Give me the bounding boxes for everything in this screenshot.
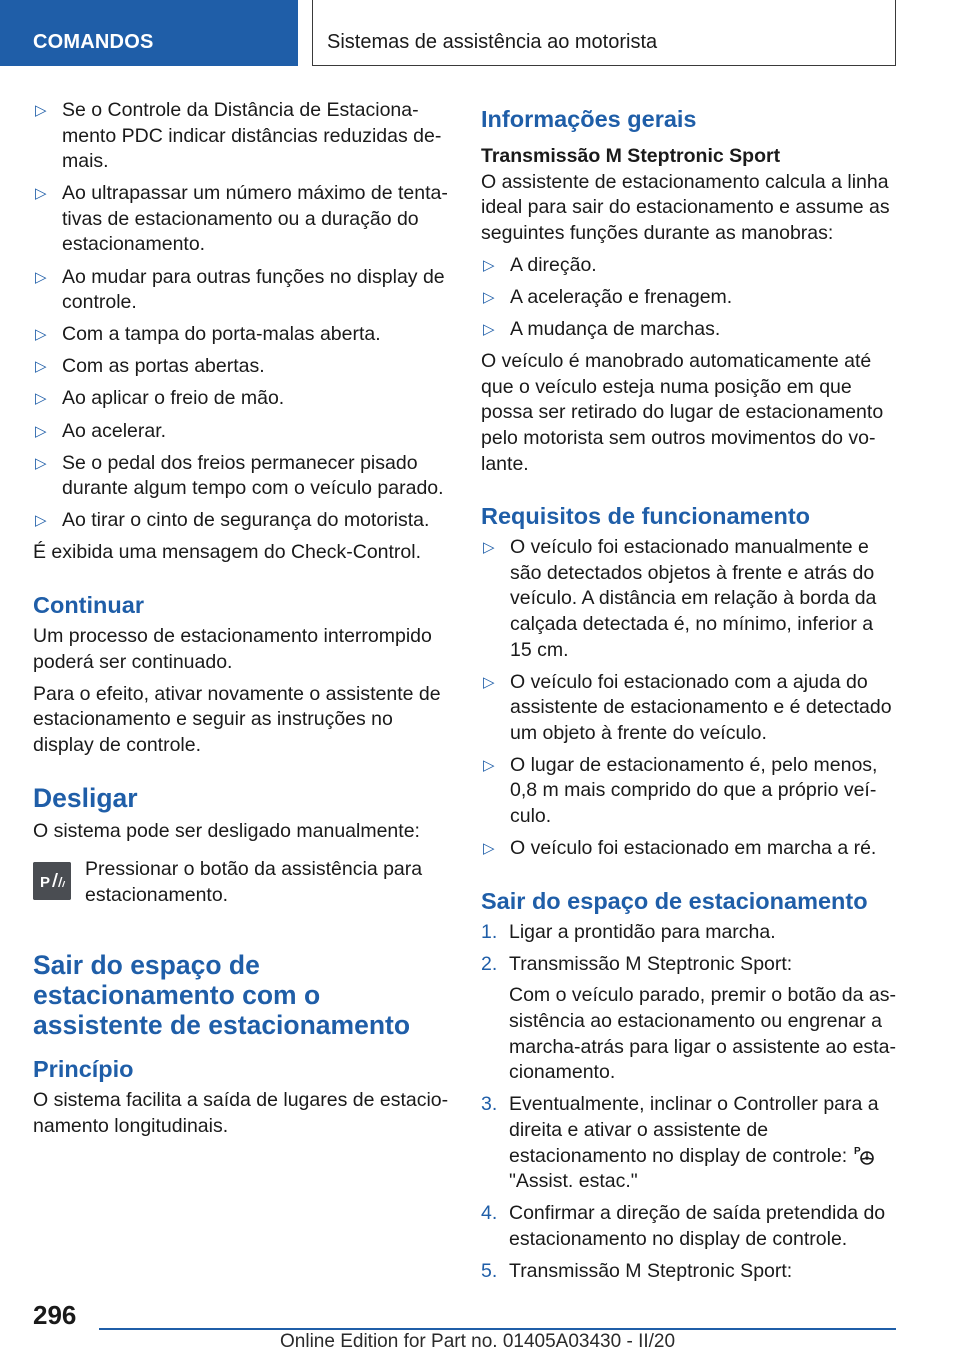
svg-text:P: P xyxy=(854,1145,861,1157)
list-item: ▷ A mudança de marchas. xyxy=(481,317,899,343)
triangle-right-icon: ▷ xyxy=(35,454,47,472)
page-number: 296 xyxy=(33,1300,77,1330)
list-item: ▷ Ao mudar para outras funções no display de controle. xyxy=(35,265,445,314)
list-item: ▷ O veículo foi estacionado com a ajuda do assistente de estacionamento e é detectado um objeto à frente do veículo. xyxy=(483,670,892,744)
step-item: 1. Ligar a prontidão para marcha. xyxy=(481,920,776,943)
paragraph: O veículo é manobrado automaticamente até que o veículo esteja numa posição em que possa ser retirado do lugar de estacionamento pelo motorista sem outros movimentos do volante. xyxy=(481,350,884,475)
list-item: ▷ O veículo foi estacionado em marcha a ré. xyxy=(481,836,899,862)
triangle-right-icon: ▷ xyxy=(35,102,47,119)
paragraph: O sistema pode ser desligado manualmente: xyxy=(33,820,420,843)
list-item: ▷ Ao tirar o cinto de segurança do motorista. xyxy=(33,508,451,534)
triangle-right-icon: ▷ xyxy=(483,840,495,858)
chapter-title: Sistemas de assistência ao motorista xyxy=(312,0,896,66)
triangle-right-icon: ▷ xyxy=(35,422,47,440)
paragraph: Um processo de estacionamento interrompido poderá ser continuado. xyxy=(33,625,432,673)
paragraph: O sistema facilita a saída de lugares de estacionamento longitudinais. xyxy=(33,1089,449,1137)
triangle-right-icon: ▷ xyxy=(483,539,495,557)
list-item: ▷ Se o pedal dos freios permanecer pisado durante algum tempo com o veículo parado. xyxy=(35,451,444,500)
triangle-right-icon: ▷ xyxy=(35,358,47,376)
triangle-right-icon: ▷ xyxy=(483,756,495,774)
button-instruction-text: Pressionar o botão da assistência para estacionamento. xyxy=(85,858,423,906)
step-item: 2. Transmissão M Steptronic Sport: Com o veículo parado, premir o botão da assistência ao estacionamento ou engrenar a marcha-atrás para ligar o assistente ao estacionamento. xyxy=(481,952,896,1084)
step-item: 3. Eventualmente, inclinar o Controller para a direita e ativar o assistente de estacionamento no display de controle: P "Assist. estac." xyxy=(481,1093,879,1193)
section-heading-sair: Sair do espaço de estacionamento xyxy=(481,887,868,914)
triangle-right-icon: ▷ xyxy=(35,268,47,286)
list-item: ▷ A direção. xyxy=(481,253,899,279)
triangle-right-icon: ▷ xyxy=(483,288,495,306)
triangle-right-icon: ▷ xyxy=(483,256,495,274)
section-tab: COMANDOS xyxy=(0,0,298,66)
list-item: ▷ Com a tampa do porta-malas aberta. xyxy=(33,322,451,348)
svg-text:P: P xyxy=(40,874,51,892)
footer-divider xyxy=(99,1328,896,1330)
list-item: ▷ O lugar de estacionamento é, pelo menos, 0,8 m mais comprido do que a próprio veículo. xyxy=(483,753,878,828)
triangle-right-icon: ▷ xyxy=(483,673,495,691)
subheading: Transmissão M Steptronic Sport xyxy=(481,145,781,167)
list-item: ▷ Com as portas abertas. xyxy=(33,354,451,380)
button-instruction xyxy=(33,857,451,908)
section-heading-continuar: Continuar xyxy=(33,592,144,618)
main-heading-sair: Sair do espaço de estacionamento com o assistente de estacionamento xyxy=(33,950,411,1041)
section-heading-desligar: Desligar xyxy=(33,783,138,814)
cancel-conditions-list xyxy=(33,98,451,534)
list-item: ▷ O veículo foi estacionado manualmente e são detectados objetos à frente e atrás do veículo. A distância em relação à borda da calçada detectada é, no mínimo, inferior a 15 cm. xyxy=(483,536,877,661)
list-item: ▷ Ao aplicar o freio de mão. xyxy=(33,386,451,412)
step-item: 4. Confirmar a direção de saída pretendida do estacionamento no display de controle. xyxy=(481,1202,886,1250)
section-heading-requisitos: Requisitos de funcionamento xyxy=(481,503,811,530)
step-item: 5. Transmissão M Steptronic Sport: xyxy=(481,1259,793,1282)
parking-assistant-button-icon xyxy=(33,862,71,900)
right-column xyxy=(481,98,899,1291)
edition-note: Online Edition for Part no. 01405A03430 - II/20 xyxy=(280,1331,676,1352)
functions-list xyxy=(481,253,899,343)
triangle-right-icon: ▷ xyxy=(35,390,47,408)
triangle-right-icon: ▷ xyxy=(35,326,47,344)
triangle-right-icon: ▷ xyxy=(483,321,495,339)
paragraph: Para o efeito, ativar novamente o assistente de estacionamento e seguir as instruções no display de controle. xyxy=(33,682,441,756)
steps-list xyxy=(481,920,899,1285)
triangle-right-icon: ▷ xyxy=(35,512,47,530)
list-item: ▷ Se o Controle da Distância de Estacionamento PDC indicar distâncias reduzidas demais. xyxy=(35,99,442,173)
left-column xyxy=(33,98,451,1146)
list-item: ▷ Ao ultrapassar um número máximo de tentativas de estacionamento ou a duração do estacionamento. xyxy=(35,182,448,256)
requirements-list xyxy=(481,535,899,862)
list-item: ▷ Ao acelerar. xyxy=(33,419,451,445)
parking-assistant-symbol-icon xyxy=(853,1144,875,1166)
section-heading-info: Informações gerais xyxy=(481,106,697,132)
section-heading-principio: Princípio xyxy=(33,1056,134,1083)
page-header xyxy=(0,0,960,66)
list-item: ▷ A aceleração e frenagem. xyxy=(481,285,899,311)
paragraph: O assistente de estacionamento calcula a linha ideal para sair do estacionamento e assume as seguintes funções durante as manobras: xyxy=(481,170,890,244)
triangle-right-icon: ▷ xyxy=(35,185,47,203)
check-control-note: É exibida uma mensagem do Check-Control. xyxy=(33,541,422,564)
